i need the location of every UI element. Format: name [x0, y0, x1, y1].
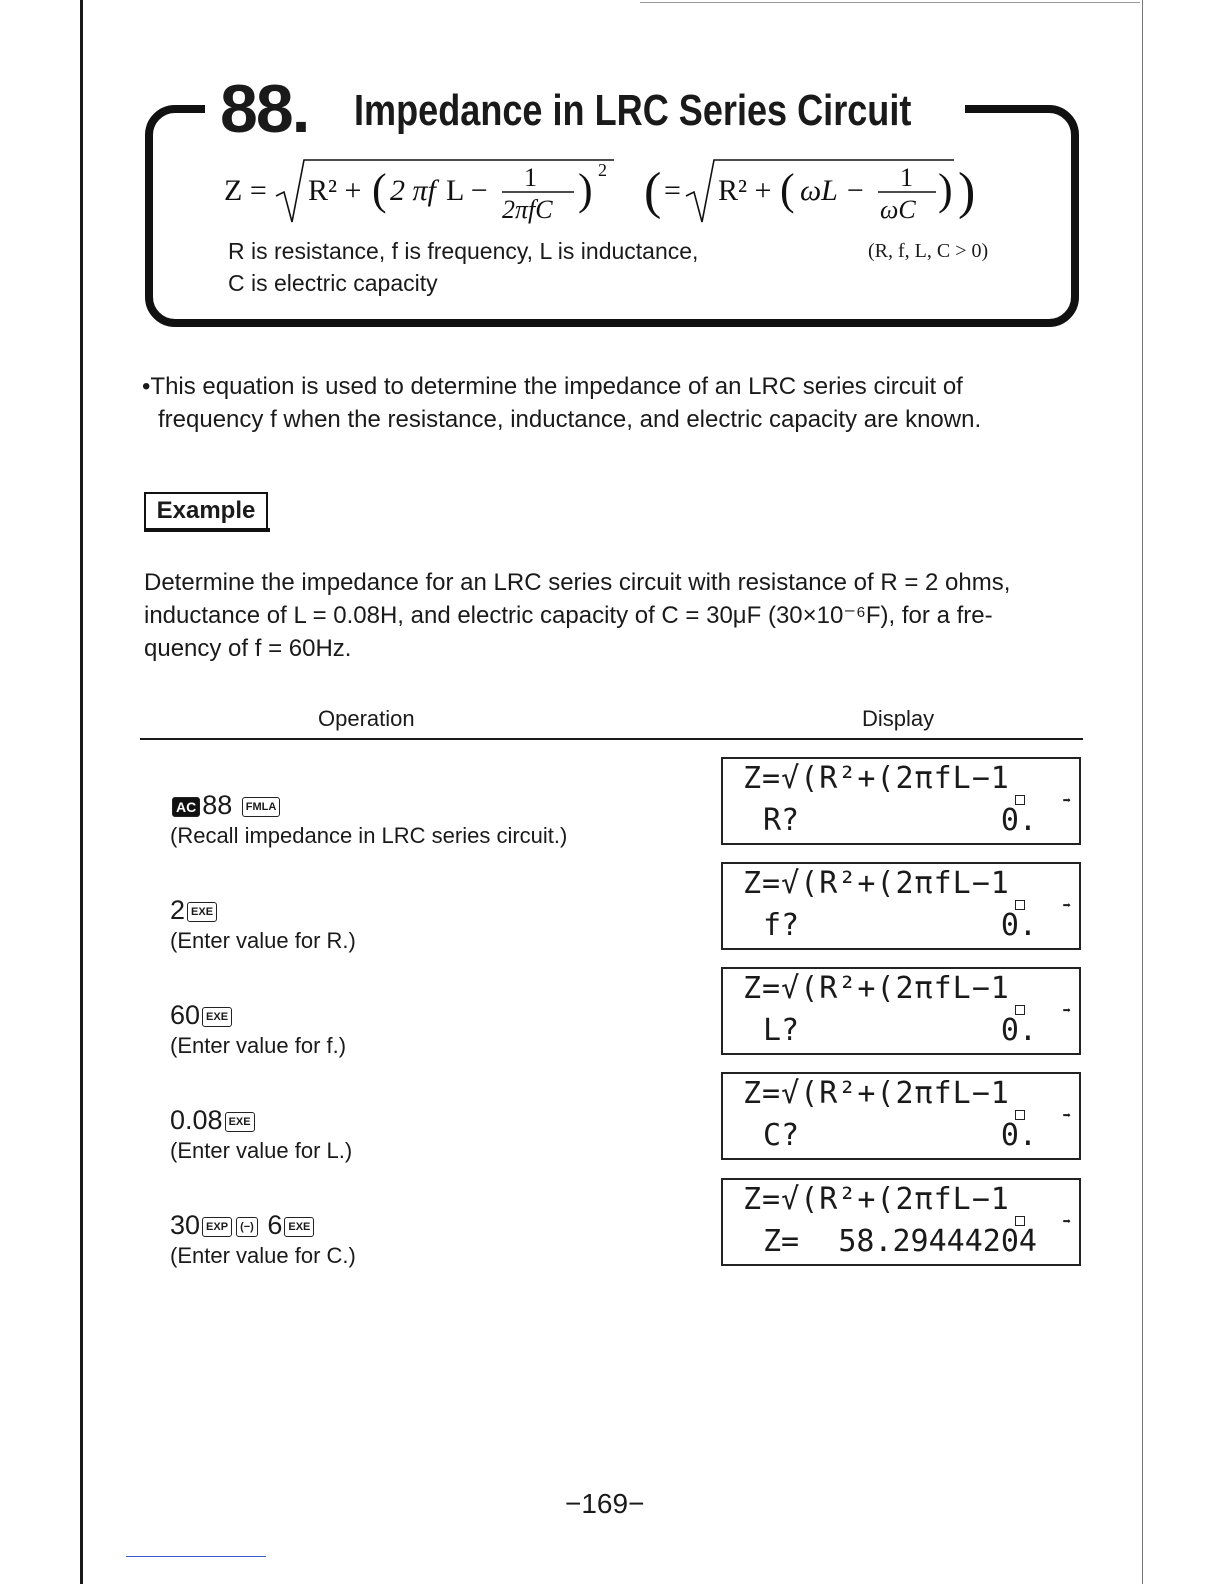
lcd-arrow-icon: ➡	[1062, 1003, 1071, 1019]
lcd-prompt: Z=	[763, 1224, 800, 1259]
section-number: 88.	[220, 71, 309, 147]
display-header: Display	[862, 706, 935, 731]
lcd-prompt: C?	[763, 1118, 800, 1153]
step-note: (Enter value for C.)	[170, 1243, 356, 1268]
page-right-edge	[1142, 0, 1143, 1584]
step-3-operation	[170, 1000, 346, 1059]
lcd-prompt: L?	[763, 1013, 800, 1048]
step-1-operation	[170, 790, 567, 849]
lcd-formula: Z=√(R²+(2πfL−1	[743, 761, 1010, 796]
svg-text:2πfC: 2πfC	[502, 195, 553, 224]
svg-text:): )	[578, 165, 593, 214]
example-label-underline	[144, 528, 270, 532]
example-line2: inductance of L = 0.08H, and electric capacity of C = 30μF (30×10⁻⁶F), for a fre-	[144, 602, 993, 629]
ac-key: AC	[172, 797, 200, 817]
svg-text:): )	[958, 163, 976, 220]
svg-text:=: =	[664, 174, 681, 207]
svg-text:): )	[938, 165, 953, 214]
svg-text:(: (	[372, 165, 387, 214]
lcd-arrow-icon: ➡	[1062, 1108, 1071, 1124]
section-title: Impedance in LRC Series Circuit	[354, 86, 912, 135]
svg-text:Z =: Z =	[224, 174, 267, 207]
lcd-formula: Z=√(R²+(2πfL−1	[743, 971, 1010, 1006]
lcd-value: 58.29444204	[838, 1224, 1037, 1259]
page-top-edge	[640, 2, 1140, 3]
exe-key: EXE	[284, 1217, 314, 1237]
svg-text:L −: L −	[446, 174, 488, 207]
lcd-arrow-icon: ➡	[1062, 1214, 1071, 1230]
step-input: 30	[170, 1210, 201, 1240]
lcd-formula: Z=√(R²+(2πfL−1	[743, 1076, 1010, 1111]
step-input: 88	[202, 790, 233, 820]
svg-text:(: (	[644, 163, 662, 220]
step-note: (Enter value for R.)	[170, 928, 356, 953]
negative-key: (−)	[236, 1217, 258, 1237]
step-4-operation	[170, 1105, 352, 1164]
svg-text:ωC: ωC	[880, 195, 916, 224]
svg-text:1: 1	[900, 163, 913, 192]
fmla-key: FMLA	[242, 797, 281, 817]
table-header-rule	[140, 738, 1083, 740]
lcd-arrow-icon: ➡	[1062, 793, 1071, 809]
lcd-prompt: R?	[763, 803, 800, 838]
step-input: 0.08	[170, 1105, 223, 1135]
exe-key: EXE	[202, 1007, 232, 1027]
svg-text:2: 2	[598, 160, 607, 180]
exe-key: EXE	[187, 902, 217, 922]
description	[142, 370, 1092, 436]
step-1-display	[721, 757, 1081, 845]
exe-key: EXE	[225, 1112, 255, 1132]
svg-text:R² +: R² +	[718, 174, 772, 207]
formula-condition: (R, f, L, C > 0)	[868, 240, 989, 262]
svg-text:(: (	[780, 165, 795, 214]
lcd-value: 0.	[1000, 1118, 1037, 1153]
description-line2: frequency f when the resistance, inductance, and electric capacity are known.	[158, 406, 982, 433]
lcd-formula: Z=√(R²+(2πfL−1	[743, 1182, 1010, 1217]
page-number: −169−	[565, 1488, 645, 1519]
step-note: (Enter value for f.)	[170, 1033, 347, 1058]
lcd-value: 0.	[1000, 803, 1037, 838]
step-2-operation	[170, 895, 356, 954]
footer-rule	[126, 1556, 266, 1557]
page-left-edge	[80, 0, 83, 1584]
lcd-value: 0.	[1000, 908, 1037, 943]
formula-definitions-line2: C is electric capacity	[228, 270, 438, 296]
example-label: Example	[144, 492, 268, 530]
lcd-formula: Z=√(R²+(2πfL−1	[743, 866, 1010, 901]
svg-text:1: 1	[524, 163, 537, 192]
step-2-display	[721, 862, 1081, 950]
step-input: 60	[170, 1000, 201, 1030]
exp-key: EXP	[202, 1217, 232, 1237]
svg-text:ωL −: ωL −	[800, 174, 866, 207]
svg-text:R² +: R² +	[308, 174, 362, 207]
description-line1: •This equation is used to determine the impedance of an LRC series circuit of	[142, 373, 963, 400]
example-problem	[144, 566, 1094, 665]
lcd-value: 0.	[1000, 1013, 1037, 1048]
lcd-arrow-icon: ➡	[1062, 898, 1071, 914]
formula-definitions-line1: R is resistance, f is frequency, L is inductance,	[228, 238, 699, 264]
step-note: (Enter value for L.)	[170, 1138, 353, 1163]
step-input: 2	[170, 895, 186, 925]
step-4-display	[721, 1072, 1081, 1160]
operation-header: Operation	[318, 706, 415, 731]
step-5-display	[721, 1178, 1081, 1266]
step-note: (Recall impedance in LRC series circuit.)	[170, 823, 568, 848]
impedance-formula	[224, 152, 1044, 232]
svg-text:2 πf: 2 πf	[390, 174, 436, 207]
step-3-display	[721, 967, 1081, 1055]
lcd-prompt: f?	[763, 908, 800, 943]
exponent-input: 6	[267, 1210, 283, 1240]
step-5-operation	[170, 1210, 356, 1269]
example-line1: Determine the impedance for an LRC series circuit with resistance of R = 2 ohms,	[144, 569, 1011, 596]
example-line3: quency of f = 60Hz.	[144, 635, 352, 662]
